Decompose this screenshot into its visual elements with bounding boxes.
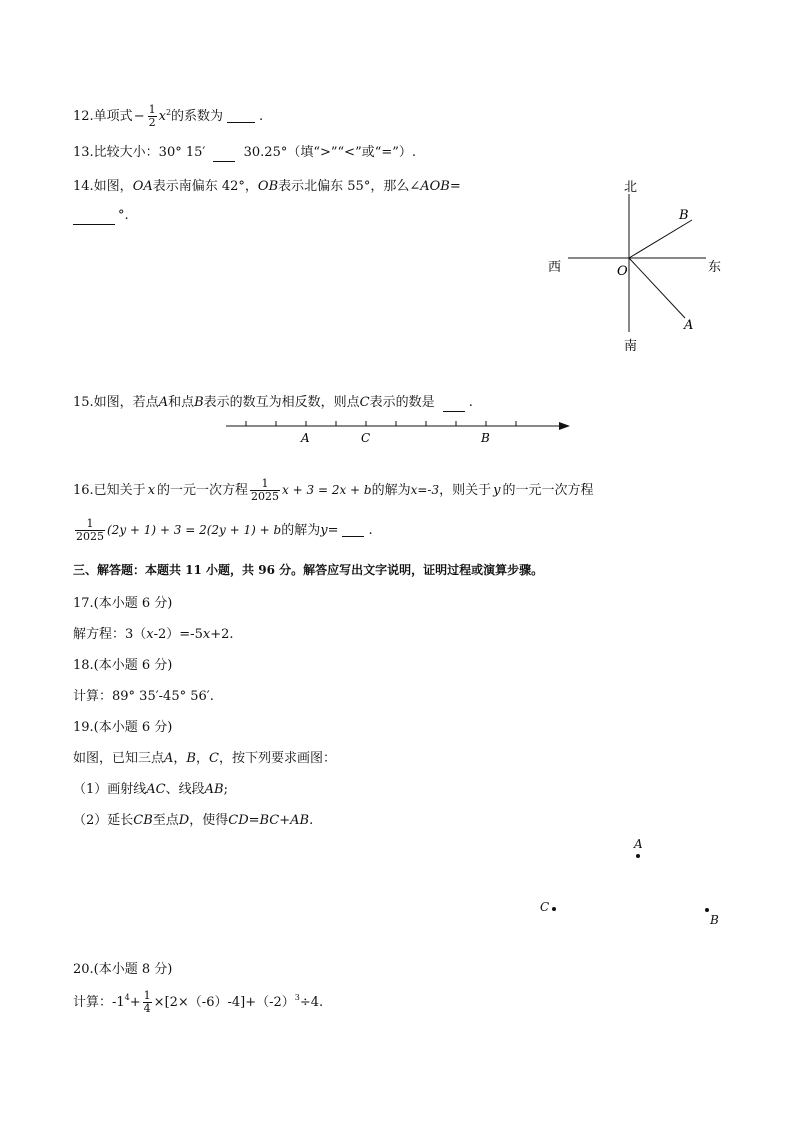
q19-s1-c: ;: [223, 782, 228, 797]
q19-intro: [73, 752, 336, 765]
q16-part-c: 的解为: [371, 482, 411, 498]
q18-body: 计算：89° 35′-45° 56′.: [73, 689, 214, 704]
q16-y: y: [493, 482, 501, 498]
question-14: [73, 180, 461, 193]
q12-end: .: [259, 108, 264, 124]
q16-equals: =: [327, 522, 339, 538]
q15-part3: 表示的数互为相反数，则点: [203, 395, 360, 410]
q16-frac1-den: 2025: [251, 489, 280, 503]
q15-part4: 表示的数是: [369, 395, 435, 410]
q12-minus: −: [133, 108, 145, 124]
question-16-line2: [73, 518, 373, 542]
q14-part1: 14.如图，: [73, 179, 133, 194]
q13-text-after: 30.25°（填“>”“<”或“=”）.: [243, 145, 417, 160]
q16-frac1-num: 1: [261, 477, 269, 490]
q17-body-b: -2）=-5: [153, 627, 203, 642]
q20-fraction: [143, 990, 152, 1014]
q20-body: [73, 990, 323, 1014]
q16-part-e: 的一元一次方程: [502, 482, 594, 498]
q17-x2: x: [202, 627, 211, 642]
q18-title: 18.(本小题 6 分): [73, 658, 173, 673]
q19-intro-b: ，按下列要求画图：: [218, 751, 336, 766]
q19-a: A: [164, 751, 174, 766]
q12-frac-den: 2: [148, 115, 156, 129]
compass-figure: [540, 172, 730, 357]
q19-s1-a: （1）画射线: [73, 782, 147, 797]
point-c-label: C: [540, 900, 550, 914]
q13-text-before: 13.比较大小：30° 15′: [73, 145, 206, 160]
q16-equation-2: (2y + 1) + 3 = 2(2y + 1) + b: [107, 523, 282, 538]
question-16: [73, 478, 594, 502]
q16-frac2-num: 1: [86, 517, 94, 530]
q14-part4: =: [449, 179, 461, 194]
q20-body-a: 计算：-1: [73, 994, 125, 1010]
q12-exponent: 2: [165, 108, 172, 117]
q20-frac-num: 1: [143, 989, 151, 1002]
q16-x: x: [147, 482, 156, 498]
q20-body-d: ÷4.: [299, 994, 324, 1010]
q19-s2-cb: CB: [133, 813, 153, 828]
point-a[interactable]: [636, 854, 640, 858]
q16-equation-1: x + 3 = 2x + b: [282, 483, 372, 498]
question-15: [73, 396, 473, 412]
q15-b: B: [194, 395, 204, 410]
question-13: [73, 146, 416, 162]
section-3-header: 三、解答题：本题共 11 小题，共 96 分。解答应写出文字说明，证明过程或演算步骤。: [73, 563, 544, 577]
q12-suffix: 的系数为: [171, 108, 224, 124]
number-line-arrow: [559, 422, 570, 430]
q16-part-f: 的解为: [281, 522, 321, 538]
compass-north-label: 北: [624, 180, 638, 195]
q19-s2-c: ，使得: [189, 813, 229, 828]
q17-body-c: +2.: [210, 627, 234, 642]
number-line-label-a: A: [301, 431, 310, 445]
q16-y2: y: [320, 522, 328, 538]
number-line-ticks: [246, 421, 516, 426]
q17-body-a: 解方程：3（: [73, 627, 147, 642]
q20-exp-3: 3: [294, 993, 300, 1002]
number-line: [222, 414, 574, 448]
q20-frac-den: 4: [143, 1001, 151, 1015]
q16-part-b: 的一元一次方程: [157, 482, 249, 498]
q12-fraction: [148, 104, 157, 128]
q17-x1: x: [146, 627, 154, 642]
q19-s1-ab: AB: [204, 782, 224, 797]
compass-south-label: 南: [624, 339, 638, 354]
q16-fraction-2: [75, 518, 105, 542]
q14-part3: 表示北偏东 55°，那么∠: [278, 179, 421, 194]
q16-answer-blank[interactable]: [342, 523, 364, 537]
q14-oa: OA: [132, 179, 153, 194]
number-line-label-c: C: [361, 431, 371, 445]
compass-east-label: 东: [708, 260, 722, 275]
q14-part2: 表示南偏东 42°，: [152, 179, 258, 194]
point-a-label: A: [634, 837, 643, 851]
q20-exp-4: 4: [124, 993, 130, 1002]
q20-title: 20.(本小题 8 分): [73, 962, 173, 977]
q15-part1: 15.如图，若点: [73, 395, 159, 410]
q19-s2-eq: CD=BC+AB: [228, 813, 310, 828]
q12-var: x: [158, 108, 166, 124]
q16-frac2-den: 2025: [76, 529, 104, 543]
q19-b: B: [186, 751, 196, 766]
q19-c: C: [209, 751, 219, 766]
q16-part-a: 16.已知关于: [73, 482, 146, 498]
q14-end: °.: [118, 208, 129, 223]
q15-a: A: [158, 395, 169, 410]
compass-point-b-label: B: [679, 208, 689, 223]
q20-body-b: +: [129, 994, 141, 1010]
q14-answer-blank[interactable]: [73, 211, 115, 225]
q17-title: 17.(本小题 6 分): [73, 596, 173, 611]
q15-end: .: [468, 395, 473, 410]
q19-sep2: ，: [195, 751, 209, 766]
q15-answer-blank[interactable]: [443, 398, 465, 412]
q19-intro-a: 如图，已知三点: [73, 751, 165, 766]
question-12: [73, 104, 263, 128]
q12-answer-blank[interactable]: [227, 109, 255, 123]
q17-body: [73, 628, 234, 641]
compass-origin-label: O: [617, 264, 628, 279]
q15-c: C: [359, 395, 370, 410]
point-b-label: B: [710, 913, 719, 927]
q19-step-1: [73, 783, 228, 796]
q19-step-2: [73, 814, 313, 827]
compass-west-label: 西: [548, 260, 562, 275]
point-b[interactable]: [705, 908, 709, 912]
q19-title: 19.(本小题 6 分): [73, 720, 173, 735]
number-line-label-b: B: [481, 431, 490, 445]
point-c[interactable]: [552, 907, 556, 911]
q14-aob: AOB: [420, 179, 450, 194]
q15-part2: 和点: [168, 395, 195, 410]
q13-answer-blank[interactable]: [213, 148, 235, 162]
ray-ob: [629, 220, 692, 258]
q16-solution: x=-3: [410, 483, 440, 498]
q16-fraction-1: [250, 478, 280, 502]
q19-s1-b: 、线段: [165, 782, 205, 797]
ray-oa: [629, 258, 685, 318]
q19-s2-d: D: [178, 813, 190, 828]
q19-s2-d2: .: [309, 813, 314, 828]
q16-part-d: ，则关于: [439, 482, 492, 498]
q14-ob: OB: [257, 179, 279, 194]
q16-end: .: [368, 522, 373, 538]
q19-s2-a: （2）延长: [73, 813, 134, 828]
compass-point-a-label: A: [684, 318, 694, 333]
q19-sep1: ，: [173, 751, 187, 766]
question-14-line2: [73, 209, 129, 225]
q19-s1-ac: AC: [146, 782, 166, 797]
q20-body-c: ×[2×（-6）-4]+（-2）: [153, 994, 295, 1010]
q19-s2-b: 至点: [152, 813, 179, 828]
q12-prefix: 12.单项式: [73, 108, 133, 124]
q12-frac-num: 1: [148, 103, 156, 116]
